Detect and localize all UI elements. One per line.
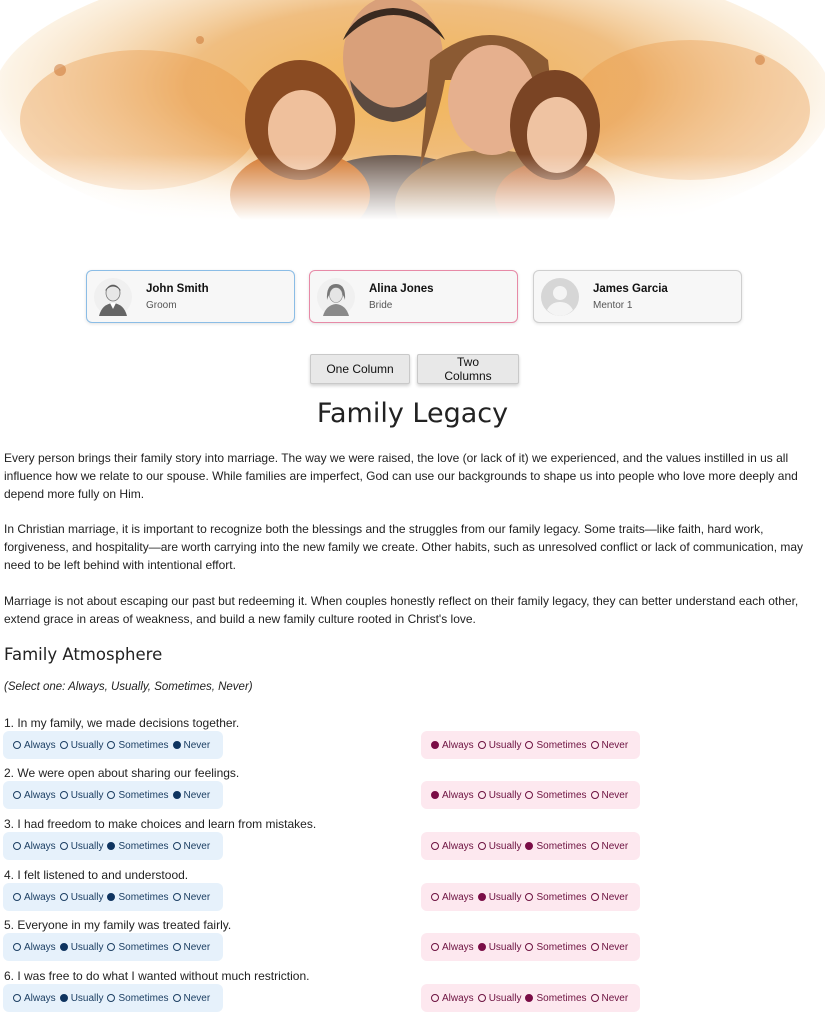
question-row [0,969,825,1019]
groom-option-sometimes[interactable] [107,892,168,903]
option-label: Never [183,992,211,1004]
groom-avatar-icon [94,278,132,316]
radio-icon[interactable] [478,842,486,850]
option-label: Usually [488,941,522,953]
option-label: Sometimes [118,840,169,852]
groom-option-usually[interactable] [60,790,104,801]
option-label: Usually [488,739,522,751]
option-label: Usually [488,891,522,903]
hero-family-image [0,0,825,220]
bride-option-usually[interactable] [478,740,522,751]
groom-option-always[interactable] [13,740,56,751]
groom-option-usually[interactable] [60,942,104,953]
radio-icon[interactable] [60,893,68,901]
groom-option-always[interactable] [13,790,56,801]
question-row [0,868,825,918]
option-label: Always [24,992,56,1004]
mentor-card[interactable] [533,270,742,323]
groom-option-never[interactable] [173,740,211,751]
bride-option-sometimes[interactable] [525,993,586,1004]
option-label: Always [442,840,474,852]
radio-icon[interactable] [525,943,533,951]
radio-icon[interactable] [431,741,439,749]
radio-icon[interactable] [107,943,115,951]
radio-icon[interactable] [107,994,115,1002]
option-label: Always [442,789,474,801]
intro-paragraph-3: Marriage is not about escaping our past but redeeming it. When couples honestly reflect on their family legacy, they can better understand each other, extend grace in areas of weakness, and build a new family culture rooted in Christ's love. [4,594,799,626]
question-text: 4. I felt listened to and understood. [4,868,189,882]
groom-option-always[interactable] [13,841,56,852]
option-label: Sometimes [536,789,587,801]
two-columns-button[interactable]: Two Columns [417,354,519,384]
radio-icon[interactable] [173,741,181,749]
groom-card[interactable] [86,270,295,323]
option-label: Sometimes [118,739,169,751]
option-label: Usually [488,789,522,801]
mentor-name: James Garcia [593,282,668,295]
bride-answer-group [421,883,640,911]
bride-answer-group [421,933,640,961]
radio-icon[interactable] [13,994,21,1002]
option-label: Usually [70,992,104,1004]
option-label: Always [442,941,474,953]
option-label: Sometimes [536,840,587,852]
radio-icon[interactable] [173,893,181,901]
radio-icon[interactable] [107,842,115,850]
bride-option-sometimes[interactable] [525,942,586,953]
intro-paragraph-1: Every person brings their family story into marriage. The way we were raised, the love (or lack of it) we experienced, and the values instilled in us all influence how we relate to our spouse. While families are imperfect, God can use our backgrounds to shape us into people who love more deeply and depend more fully on Him. [4,451,798,501]
bride-option-usually[interactable] [478,841,522,852]
one-column-button[interactable]: One Column [310,354,410,384]
groom-option-never[interactable] [173,993,211,1004]
option-label: Sometimes [118,941,169,953]
radio-icon[interactable] [60,791,68,799]
bride-answer-group [421,731,640,759]
groom-answer-group [3,883,223,911]
groom-option-usually[interactable] [60,892,104,903]
radio-icon[interactable] [478,791,486,799]
radio-icon[interactable] [13,791,21,799]
radio-icon[interactable] [478,943,486,951]
radio-icon[interactable] [591,842,599,850]
groom-option-never[interactable] [173,892,211,903]
radio-icon[interactable] [173,791,181,799]
intro-paragraph-2: In Christian marriage, it is important to recognize both the blessings and the struggles from our family legacy. Some traits—like faith, hard work, forgiveness, and hospitality—are worth carrying into the new family we create. Other habits, such as unresolved conflict or lack of communication, may need to be left behind with intentional effort. [4,522,804,572]
option-label: Usually [70,941,104,953]
bride-option-never[interactable] [591,790,629,801]
groom-name: John Smith [146,282,209,295]
radio-icon[interactable] [13,741,21,749]
radio-icon[interactable] [478,994,486,1002]
option-label: Never [183,941,211,953]
question-text: 2. We were open about sharing our feelings. [4,766,240,780]
option-label: Always [24,891,56,903]
option-label: Usually [70,840,104,852]
bride-option-usually[interactable] [478,892,522,903]
radio-icon[interactable] [13,943,21,951]
radio-icon[interactable] [525,994,533,1002]
groom-answer-group [3,933,223,961]
bride-option-never[interactable] [591,841,629,852]
option-label: Never [601,840,629,852]
bride-card[interactable] [309,270,518,323]
groom-option-usually[interactable] [60,740,104,751]
question-text: 1. In my family, we made decisions together. [4,716,240,730]
bride-option-never[interactable] [591,740,629,751]
groom-option-sometimes[interactable] [107,790,168,801]
option-label: Sometimes [118,891,169,903]
option-label: Usually [488,992,522,1004]
groom-answer-group [3,781,223,809]
radio-icon[interactable] [591,791,599,799]
option-label: Always [442,739,474,751]
question-row [0,766,825,816]
bride-option-usually[interactable] [478,942,522,953]
bride-option-sometimes[interactable] [525,841,586,852]
groom-answer-group [3,731,223,759]
radio-icon[interactable] [13,842,21,850]
bride-option-always[interactable] [431,841,474,852]
option-label: Sometimes [536,992,587,1004]
radio-icon[interactable] [173,994,181,1002]
radio-icon[interactable] [173,842,181,850]
question-row [0,817,825,867]
option-label: Sometimes [536,941,587,953]
radio-icon[interactable] [173,943,181,951]
groom-option-sometimes[interactable] [107,993,168,1004]
radio-icon[interactable] [525,893,533,901]
bride-name: Alina Jones [369,282,434,295]
page-title: Family Legacy [316,398,509,429]
bride-avatar-icon [317,278,355,316]
section-instructions: (Select one: Always, Usually, Sometimes, Never) [4,681,253,693]
question-text: 6. I was free to do what I wanted without much restriction. [4,969,310,983]
option-label: Sometimes [118,789,169,801]
radio-icon[interactable] [591,994,599,1002]
mentor-role: Mentor 1 [593,299,633,311]
participant-cards [86,270,742,323]
groom-option-always[interactable] [13,892,56,903]
radio-icon[interactable] [107,893,115,901]
radio-icon[interactable] [591,943,599,951]
bride-option-never[interactable] [591,993,629,1004]
bride-answer-group [421,781,640,809]
option-label: Never [183,789,211,801]
mentor-avatar-icon [541,278,579,316]
option-label: Never [601,941,629,953]
radio-icon[interactable] [107,791,115,799]
option-label: Never [601,992,629,1004]
groom-option-never[interactable] [173,790,211,801]
bride-option-never[interactable] [591,892,629,903]
option-label: Sometimes [536,739,587,751]
bride-role: Bride [369,299,393,311]
section-title: Family Atmosphere [4,645,163,664]
groom-option-usually[interactable] [60,993,104,1004]
bride-option-sometimes[interactable] [525,790,586,801]
groom-option-sometimes[interactable] [107,841,168,852]
radio-icon[interactable] [431,893,439,901]
bride-option-never[interactable] [591,942,629,953]
option-label: Usually [488,840,522,852]
bride-option-always[interactable] [431,993,474,1004]
radio-icon[interactable] [60,741,68,749]
radio-icon[interactable] [591,741,599,749]
question-row [0,918,825,968]
radio-icon[interactable] [107,741,115,749]
option-label: Sometimes [118,992,169,1004]
option-label: Usually [70,789,104,801]
radio-icon[interactable] [431,994,439,1002]
radio-icon[interactable] [478,741,486,749]
groom-option-always[interactable] [13,942,56,953]
option-label: Always [442,891,474,903]
option-label: Never [601,739,629,751]
groom-option-always[interactable] [13,993,56,1004]
radio-icon[interactable] [13,893,21,901]
radio-icon[interactable] [525,741,533,749]
column-toggle [310,354,519,384]
groom-option-sometimes[interactable] [107,740,168,751]
option-label: Always [24,789,56,801]
option-label: Sometimes [536,891,587,903]
question-text: 5. Everyone in my family was treated fairly. [4,918,232,932]
bride-option-sometimes[interactable] [525,740,586,751]
radio-icon[interactable] [478,893,486,901]
bride-answer-group [421,832,640,860]
groom-role: Groom [146,299,177,311]
option-label: Never [183,840,211,852]
bride-answer-group [421,984,640,1012]
option-label: Always [24,840,56,852]
bride-option-always[interactable] [431,942,474,953]
option-label: Always [442,992,474,1004]
option-label: Never [183,891,211,903]
option-label: Never [601,891,629,903]
bride-option-always[interactable] [431,892,474,903]
groom-answer-group [3,984,223,1012]
radio-icon[interactable] [60,994,68,1002]
radio-icon[interactable] [60,842,68,850]
radio-icon[interactable] [525,791,533,799]
question-row [0,716,825,766]
bride-option-always[interactable] [431,790,474,801]
bride-option-usually[interactable] [478,790,522,801]
groom-option-sometimes[interactable] [107,942,168,953]
option-label: Usually [70,739,104,751]
radio-icon[interactable] [591,893,599,901]
groom-option-never[interactable] [173,942,211,953]
radio-icon[interactable] [525,842,533,850]
radio-icon[interactable] [431,791,439,799]
groom-option-never[interactable] [173,841,211,852]
option-label: Never [183,739,211,751]
radio-icon[interactable] [431,842,439,850]
question-text: 3. I had freedom to make choices and learn from mistakes. [4,817,317,831]
bride-option-sometimes[interactable] [525,892,586,903]
groom-option-usually[interactable] [60,841,104,852]
option-label: Always [24,941,56,953]
groom-answer-group [3,832,223,860]
option-label: Usually [70,891,104,903]
radio-icon[interactable] [60,943,68,951]
bride-option-usually[interactable] [478,993,522,1004]
option-label: Always [24,739,56,751]
radio-icon[interactable] [431,943,439,951]
bride-option-always[interactable] [431,740,474,751]
option-label: Never [601,789,629,801]
